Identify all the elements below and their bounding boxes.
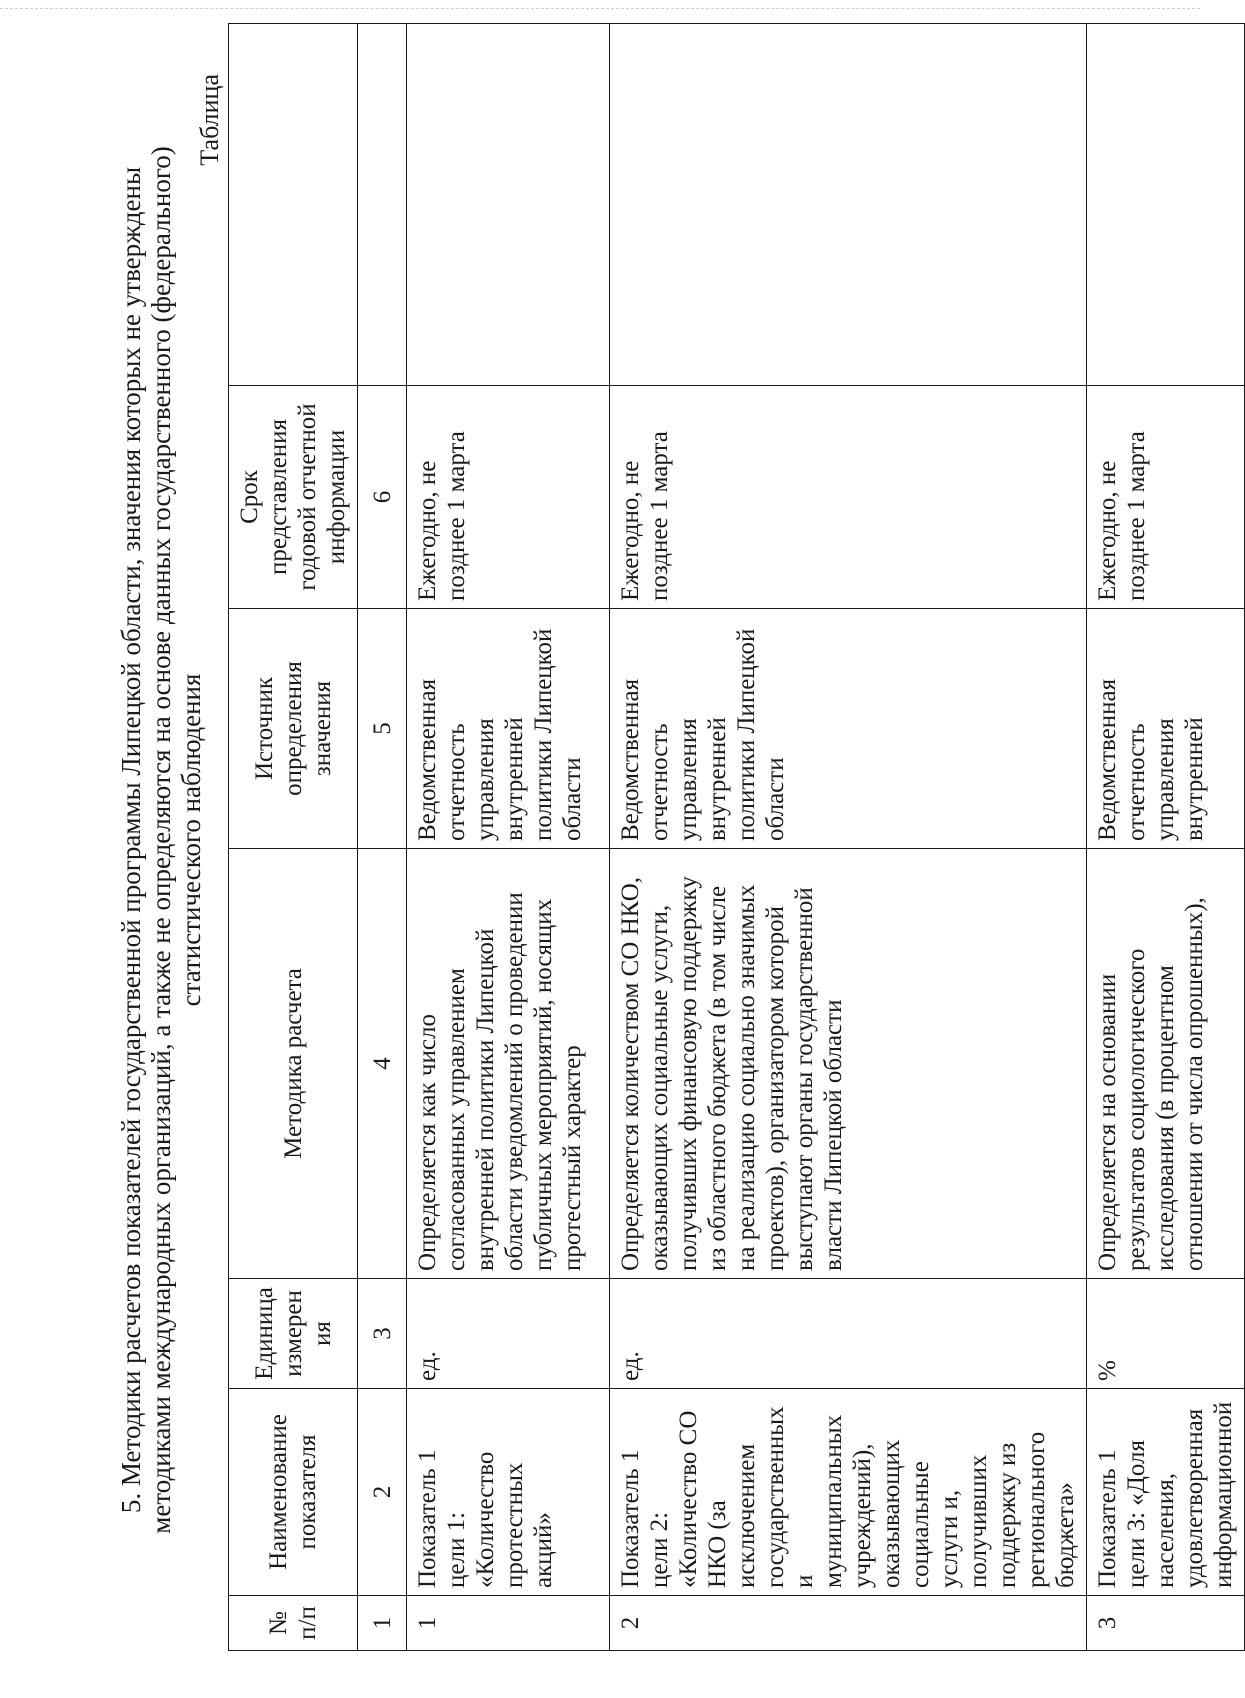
column-number: 3: [358, 1279, 407, 1389]
deadline-cell: Ежегодно, не позднее 1 марта: [407, 386, 610, 609]
column-number-row: [358, 24, 407, 1651]
method-cell: Определяется количеством СО НКО, оказывающих социальные услуги, получивших финансовую поддержку из областного бюджета (в том числе на реализацию социально значимых проектов), организатором которой выступают органы государственной власти Липецкой области: [610, 849, 1087, 1279]
indicator-name: Показатель 1 цели 2: «Количество СО НКО (за исключением государственных и муниципальных учреждений), оказывающих социальные услуги и, получивших поддержку из регионального бюджета»: [610, 1389, 1087, 1596]
deadline-cell: Ежегодно, не позднее 1 марта: [610, 386, 1087, 609]
header-cell: № п/п: [229, 1596, 358, 1651]
column-number: 6: [358, 386, 407, 609]
table-row: [407, 24, 610, 1651]
row-number: 3: [1087, 1596, 1245, 1651]
table-row: [610, 24, 1087, 1651]
row-number: 2: [610, 1596, 1087, 1651]
source-cell: Ведомственная отчетность управления внутренней политики Липецкой области: [407, 609, 610, 849]
section-heading: [116, 75, 206, 1605]
table-caption: Таблица: [195, 74, 224, 166]
deadline-cell: Ежегодно, не позднее 1 марта: [1087, 386, 1245, 609]
header-cell: Единица измерения: [229, 1279, 358, 1389]
heading-line: статистического наблюдения: [176, 673, 206, 1007]
column-number: 5: [358, 609, 407, 849]
empty-cell: [407, 24, 610, 386]
header-cell: Источник определения значения: [229, 609, 358, 849]
table-header-row: [229, 24, 358, 1651]
heading-line: методиками международных организаций, а также не определяются на основе данных государственного (федерального): [146, 146, 176, 1534]
header-cell: Срок представления годовой отчетной информации: [229, 386, 358, 609]
column-number: 1: [358, 1596, 407, 1651]
unit-cell: ед.: [610, 1279, 1087, 1389]
empty-cell: [229, 24, 358, 386]
indicators-table: [228, 23, 1245, 1651]
header-cell: Наименование показателя: [229, 1389, 358, 1596]
empty-cell: [610, 24, 1087, 386]
header-cell: Методика расчета: [229, 849, 358, 1279]
unit-cell: %: [1087, 1279, 1245, 1389]
heading-line: 5. Методики расчетов показателей государственной программы Липецкой области, значения которых не утверждены: [116, 166, 146, 1514]
indicator-name: Показатель 1 цели 1: «Количество протестных акций»: [407, 1389, 610, 1596]
unit-cell: ед.: [407, 1279, 610, 1389]
indicator-name: Показатель 1 цели 3: «Доля населения, удовлетворенная информационной: [1087, 1389, 1245, 1596]
method-cell: Определяется как число согласованных управлением внутренней политики Липецкой области уведомлений о проведении публичных мероприятий, носящих протестный характер: [407, 849, 610, 1279]
source-cell: Ведомственная отчетность управления внутренней: [1087, 609, 1245, 849]
empty-cell: [1087, 24, 1245, 386]
row-number: 1: [407, 1596, 610, 1651]
empty-cell: [358, 24, 407, 386]
column-number: 4: [358, 849, 407, 1279]
table-row: [1087, 24, 1245, 1651]
source-cell: Ведомственная отчетность управления внутренней политики Липецкой области: [610, 609, 1087, 849]
column-number: 2: [358, 1389, 407, 1596]
method-cell: Определяется на основании результатов социологического исследования (в процентном отношении от числа опрошенных),: [1087, 849, 1245, 1279]
